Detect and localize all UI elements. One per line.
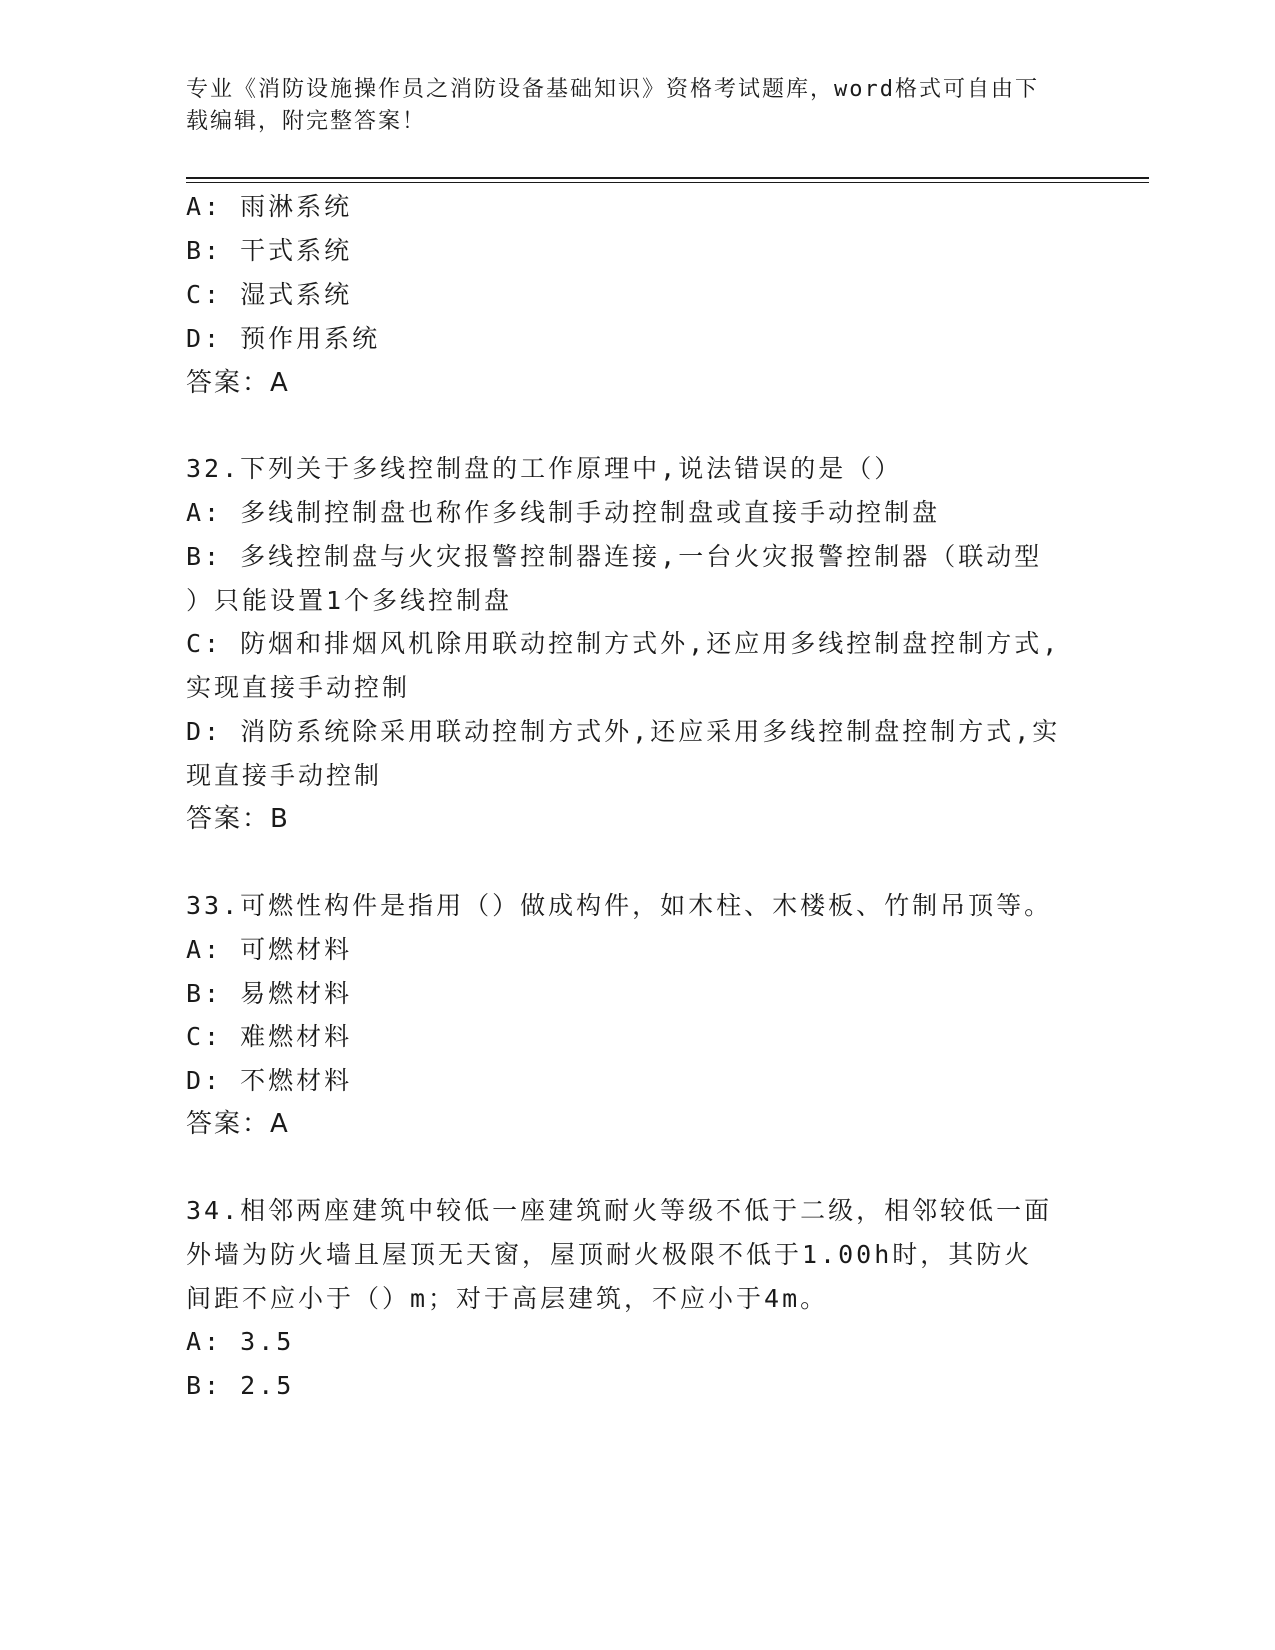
q31-option-d: D: 预作用系统 [186,324,381,353]
q32-option-b-line-2: ）只能设置1个多线控制盘 [186,586,513,615]
q32-option-d-line-2: 现直接手动控制 [186,761,383,790]
q34-question-line-1: 34.相邻两座建筑中较低一座建筑耐火等级不低于二级，相邻较低一面 [186,1196,1053,1225]
q32-option-d-line-1: D: 消防系统除采用联动控制方式外,还应采用多线控制盘控制方式,实 [186,717,1061,746]
q31-option-c: C: 湿式系统 [186,280,353,309]
document-header [186,74,1086,138]
q31-option-b: B: 干式系统 [186,236,353,265]
q34-option-a: A: 3.5 [186,1327,295,1356]
q32-option-b-line-1: B: 多线控制盘与火灾报警控制器连接,一台火灾报警控制器（联动型 [186,542,1043,571]
q33-question: 33.可燃性构件是指用（）做成构件，如木柱、木楼板、竹制吊顶等。 [186,891,1053,920]
q32-answer: 答案：B [186,804,290,834]
q31-answer: 答案：A [186,368,290,398]
header-rule-thick [186,177,1149,179]
header-line-1: 专业《消防设施操作员之消防设备基础知识》资格考试题库，word格式可自由下 [186,77,1039,102]
header-line-2: 载编辑，附完整答案！ [186,109,427,134]
q34-option-b: B: 2.5 [186,1371,295,1400]
header-rule-thin [186,182,1149,183]
q34-question-line-3: 间距不应小于（）m；对于高层建筑，不应小于4m。 [186,1284,829,1313]
q32-option-c-line-2: 实现直接手动控制 [186,673,411,702]
q31-option-a: A: 雨淋系统 [186,192,353,221]
q33-option-a: A: 可燃材料 [186,935,353,964]
q33-option-b: B: 易燃材料 [186,979,353,1008]
q33-answer: 答案：A [186,1109,290,1139]
q33-option-d: D: 不燃材料 [186,1066,353,1095]
q32-question: 32.下列关于多线控制盘的工作原理中,说法错误的是（） [186,454,903,483]
q32-option-a: A: 多线制控制盘也称作多线制手动控制盘或直接手动控制盘 [186,498,941,527]
q33-option-c: C: 难燃材料 [186,1022,353,1051]
q34-question-line-2: 外墙为防火墙且屋顶无天窗，屋顶耐火极限不低于1.00h时，其防火 [186,1240,1033,1269]
q32-option-c-line-1: C: 防烟和排烟风机除用联动控制方式外,还应用多线控制盘控制方式, [186,629,1061,658]
